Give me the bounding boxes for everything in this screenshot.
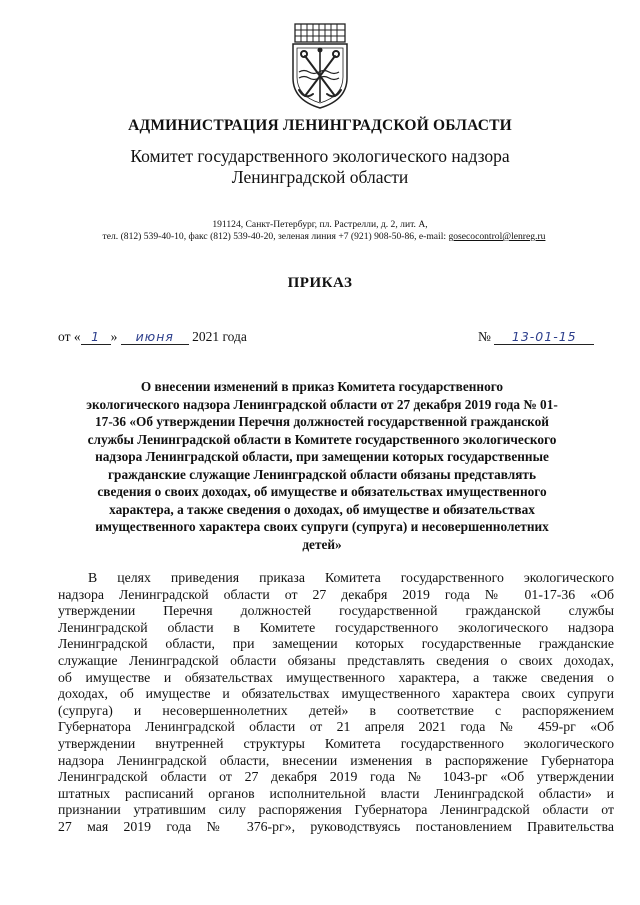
body-line: надзора Ленинградской области от 27 декабря 2019 года № 01-17-36 «Об [58, 586, 614, 602]
coat-of-arms-icon [285, 22, 355, 110]
contacts-line [8, 231, 640, 243]
body-line: надзора Ленинградской области, внесении изменения в распоряжение Губернатора [58, 752, 614, 768]
order-number-handwritten: 13-01-15 [494, 330, 594, 345]
number-label: № [478, 329, 491, 344]
subject-line: службы Ленинградской области в Комитете государственного экологического [87, 431, 557, 447]
organization-title: АДМИНИСТРАЦИЯ ЛЕНИНГРАДСКОЙ ОБЛАСТИ [128, 117, 512, 134]
body-line: об имуществе и обязательствах имущественного характера, а также сведения о [58, 669, 614, 685]
date-mid: » [110, 329, 118, 344]
subject-line: сведения о своих доходах, об имуществе и обязательствах имущественного [97, 484, 547, 499]
body-line: признании утратившим силу распоряжения Губернатора Ленинградской области от [58, 802, 614, 818]
contact-address [0, 219, 640, 243]
order-body [58, 570, 614, 836]
body-line: утверждении внутренней структуры Комитета государственного экологического [58, 735, 614, 751]
subject-line: имущественного характера своих супруги (супруга) и несовершеннолетних [95, 519, 549, 534]
body-line: Ленинградской области, при замещении которых государственные гражданские [58, 636, 614, 652]
body-line: служащие Ленинградской области обязаны представлять сведения о своих доходах, [58, 652, 614, 668]
order-number [478, 329, 594, 345]
date-year: 2021 года [192, 329, 247, 344]
committee-name [0, 146, 640, 188]
subject-line: 17-36 «Об утверждении Перечня должностей государственной гражданской [95, 414, 549, 429]
subject-line: экологического надзора Ленинградской области от 27 декабря 2019 года № 01- [86, 396, 558, 412]
body-line: (супруга) и несовершеннолетних детей» в соответствие с распоряжением [58, 702, 614, 718]
body-line: 27 мая 2019 года № 376-рг», руководствуясь постановлением Правительства [58, 818, 614, 834]
subject-line: характера, а также сведения о доходах, об имуществе и обязательствах [109, 501, 535, 517]
body-line: Губернатора Ленинградской области от 21 апреля 2021 года № 459-рг «Об [58, 719, 614, 735]
committee-name-line: Комитет государственного экологического надзора [130, 146, 510, 166]
body-line: Ленинградской области от 27 декабря 2019 года № 1043-рг «Об утверждении [58, 769, 614, 785]
body-line: доходах, об имуществе и обязательствах имущественного характера своих супруги [58, 686, 614, 702]
order-title: ПРИКАЗ [287, 275, 353, 291]
body-line: утверждении Перечня должностей государственной гражданской службы [58, 603, 614, 619]
address-line: 191124, Санкт-Петербург, пл. Растрелли, д. 2, лит. А, [212, 219, 428, 230]
order-date [58, 329, 247, 345]
order-subject [72, 378, 572, 553]
date-day-handwritten: 1 [81, 330, 111, 345]
committee-name-line: Ленинградской области [231, 167, 409, 187]
email-link[interactable]: gosecocontrol@lenreg.ru [448, 231, 546, 242]
subject-line: О внесении изменений в приказ Комитета государственного [140, 379, 504, 394]
body-line: штатных расписаний органов исполнительной власти Ленинградской области» и [58, 785, 614, 801]
body-line: Ленинградской области в Комитете государственного экологического надзора [58, 619, 614, 635]
phones-text: тел. (812) 539-40-10, факс (812) 539-40-20, зеленая линия +7 (921) 908-50-86, e-mail: [102, 231, 449, 242]
body-line: В целях приведения приказа Комитета государственного экологического [88, 570, 614, 585]
date-month-handwritten: июня [121, 330, 189, 345]
subject-line: детей» [302, 536, 342, 552]
subject-line: гражданские служащие Ленинградской области обязаны представлять [108, 466, 536, 482]
date-prefix: от « [58, 329, 81, 344]
subject-line: надзора Ленинградской области, при замещении которых государственные [95, 449, 549, 464]
